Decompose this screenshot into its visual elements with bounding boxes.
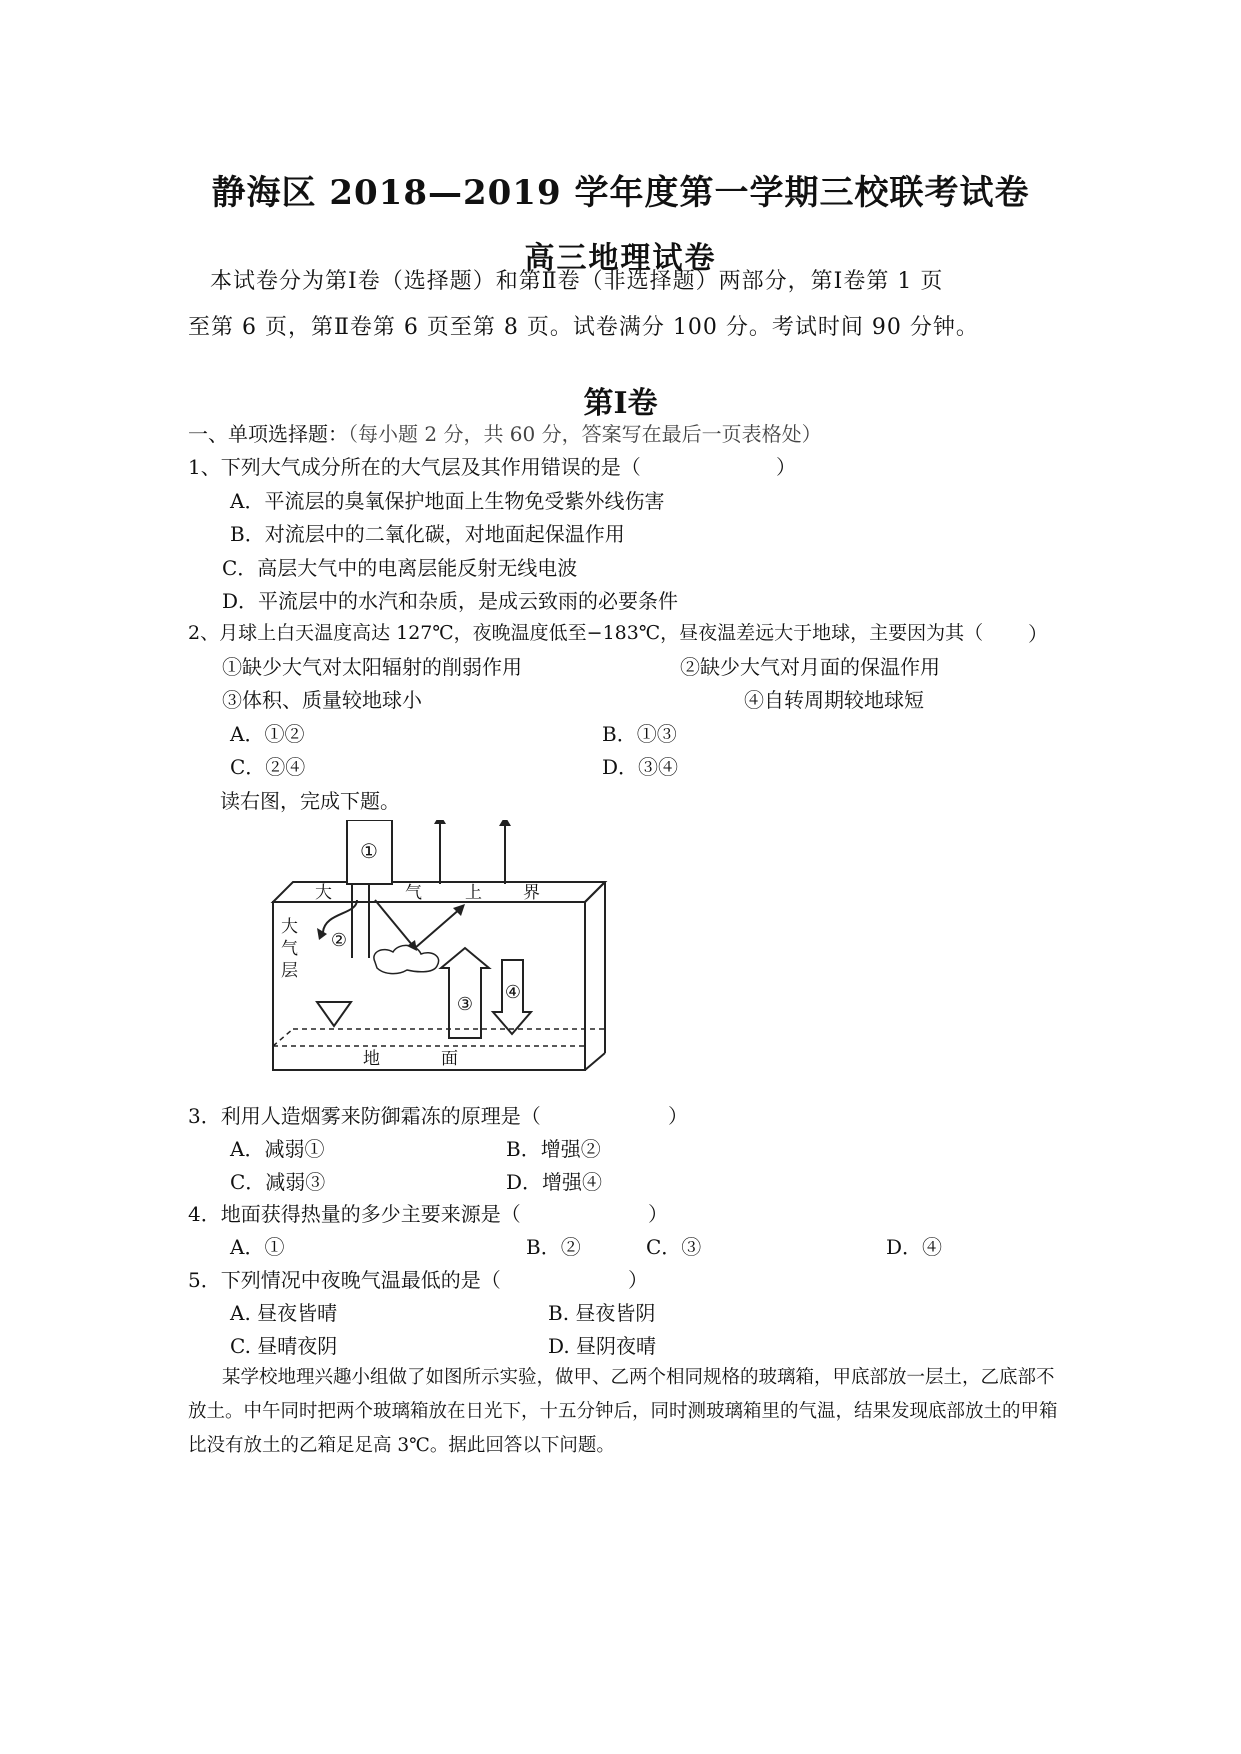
q1-option-b: B．对流层中的二氧化碳，对地面起保温作用 [230,522,625,546]
ground-label-char-2: 面 [441,1049,458,1069]
top-label-char-3: 上 [465,883,482,903]
q5-option-b: B. 昼夜皆阴 [548,1301,656,1325]
q2-paren-close: ） [1028,622,1048,646]
exam-title: 静海区 2018—2019 学年度第一学期三校联考试卷 [211,173,1030,213]
read-prompt: 读右图，完成下题。 [220,789,400,813]
q5-paren-close: ） [628,1268,648,1292]
intro-line-2: 至第 6 页，第Ⅱ卷第 6 页至第 8 页。试卷满分 100 分。考试时间 90 分钟。 [188,315,979,340]
q2-statement-3: ③体积、质量较地球小 [222,688,422,712]
q4-option-a: A．① [230,1235,285,1259]
q2-stem: 2、月球上白天温度高达 127℃，夜晚温度低至−183℃，昼夜温差远大于地球，主要因为其（ [188,622,984,644]
q2-option-c: C．②④ [230,755,306,779]
q2-option-a: A．①② [230,722,305,746]
glass-box-outline [273,882,605,1070]
q2-statement-4: ④自转周期较地球短 [744,688,924,712]
q4-option-c: C．③ [646,1235,702,1259]
side-label-char-2: 气 [281,939,298,959]
top-label-char-4: 界 [523,883,540,903]
q3-option-d: D．增强④ [506,1170,603,1194]
q1-option-a: A．平流层的臭氧保护地面上生物免受紫外线伤害 [230,489,665,513]
q1-stem: 1、下列大气成分所在的大气层及其作用错误的是（ [188,455,641,479]
q2-statement-1: ①缺少大气对太阳辐射的削弱作用 [222,655,522,679]
q3-option-a: A．减弱① [230,1137,325,1161]
q4-stem: 4．地面获得热量的多少主要来源是（ [188,1202,521,1226]
label-1: ① [360,839,378,863]
q5-option-d: D. 昼阴夜晴 [548,1334,657,1358]
diagonal-arrow-down [375,900,413,946]
q2-statement-2: ②缺少大气对月面的保温作用 [680,655,940,679]
q4-option-d: D．④ [886,1235,943,1259]
q1-paren-close: ） [776,455,796,479]
section-note: （每小题 2 分，共 60 分，答案写在最后一页表格处） [348,422,822,446]
q5-stem: 5．下列情况中夜晚气温最低的是（ [188,1268,501,1292]
q3-paren-close: ） [668,1104,688,1128]
q1-option-c: C．高层大气中的电离层能反射无线电波 [222,556,578,580]
label-2: ② [330,930,348,951]
label-3: ③ [456,994,474,1015]
top-label-char-2: 气 [405,883,422,903]
section-heading-label: 一、单项选择题： [188,422,348,446]
q5-option-c: C. 昼晴夜阴 [230,1334,338,1358]
q3-option-b: B．增强② [506,1137,601,1161]
side-label-char-1: 大 [281,917,298,937]
upward-hollow-arrow-3 [441,948,489,1038]
ground-label-char-1: 地 [363,1049,380,1069]
q2-option-d: D．③④ [602,755,679,779]
q4-paren-close: ） [648,1202,668,1226]
experiment-line-3: 比没有放土的乙箱足足高 3℃。据此回答以下问题。 [188,1435,615,1456]
volume-heading: 第Ⅰ卷 [583,386,658,421]
diagonal-arrow-up [415,908,461,948]
q3-stem: 3．利用人造烟雾来防御霜冻的原理是（ [188,1104,541,1128]
exam-subtitle: 高三地理试卷 [524,241,717,276]
q4-option-b: B．② [526,1235,581,1259]
experiment-line-1: 某学校地理兴趣小组做了如图所示实验，做甲、乙两个相同规格的玻璃箱，甲底部放一层土，乙底部不 [222,1367,1055,1388]
q1-option-d: D．平流层中的水汽和杂质，是成云致雨的必要条件 [222,589,679,613]
ground-down-arrow [317,1002,351,1026]
atmosphere-heat-diagram [265,820,645,1090]
top-label-char-1: 大 [315,883,332,903]
section-heading [188,418,822,447]
side-label-char-3: 层 [281,961,298,981]
q5-option-a: A. 昼夜皆晴 [230,1301,338,1325]
q2-option-b: B．①③ [602,722,677,746]
q3-option-c: C．减弱③ [230,1170,326,1194]
label-4: ④ [504,982,522,1003]
cloud-icon [374,945,439,973]
intro-line-1: 本试卷分为第Ⅰ卷（选择题）和第Ⅱ卷（非选择题）两部分，第Ⅰ卷第 1 页 [210,269,944,294]
experiment-line-2: 放土。中午同时把两个玻璃箱放在日光下，十五分钟后，同时测玻璃箱里的气温，结果发现底部放土的甲箱 [188,1401,1058,1422]
